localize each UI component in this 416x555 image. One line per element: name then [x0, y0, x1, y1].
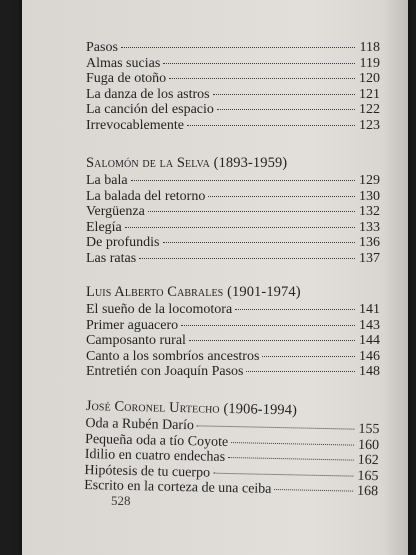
toc-entry: Elegía 133 — [86, 219, 380, 235]
toc-entry: La bala 129 — [86, 173, 380, 188]
toc-entry: La canción del espacio 122 — [86, 102, 380, 117]
toc-entry: Las ratas 137 — [86, 250, 380, 266]
toc-entry: Idilio en cuatro endechas 162 — [84, 446, 379, 468]
table-of-contents — [86, 40, 380, 511]
toc-entry: Almas sucias 119 — [86, 55, 380, 71]
book-page — [22, 0, 408, 555]
toc-entry: Canto a los sombríos ancestros 146 — [86, 348, 380, 364]
toc-entry: Entretién con Joaquín Pasos 148 — [86, 364, 380, 379]
toc-entry: Escrito en la corteza de una ceiba 168 — [84, 477, 379, 499]
toc-entry: Irrevocablemente 123 — [86, 117, 380, 133]
toc-section-luis-alberto-cabrales — [86, 284, 380, 380]
toc-entry: Camposanto rural 144 — [86, 333, 380, 348]
author-heading: Luis Alberto Cabrales (1901-1974) — [86, 284, 301, 300]
toc-entry: El sueño de la locomotora 141 — [86, 302, 380, 317]
toc-entry: De profundis 136 — [86, 235, 380, 250]
author-heading: José Coronel Urtecho (1906-1994) — [85, 397, 298, 418]
toc-entry: Fuga de otoño 120 — [86, 71, 380, 86]
toc-entry: Vergüenza 132 — [86, 204, 380, 219]
toc-section-jose-coronel-urtecho — [84, 398, 380, 500]
toc-entry: Primer aguacero 143 — [86, 317, 380, 333]
toc-entry: La danza de los astros 121 — [86, 86, 380, 102]
toc-entry: Oda a Rubén Darío 155 — [85, 415, 380, 437]
page-number: 528 — [111, 493, 131, 508]
toc-entry: Hipótesis de tu cuerpo 165 — [84, 461, 379, 484]
toc-entry: La balada del retorno 130 — [86, 188, 380, 204]
author-heading: Salomón de la Selva (1893-1959) — [86, 155, 288, 171]
toc-entry: Pasos 118 — [86, 40, 380, 55]
page-edge-shadow — [384, 0, 408, 555]
toc-section-continuation — [86, 40, 380, 133]
toc-entry: Pequeña oda a tío Coyote 160 — [84, 430, 380, 453]
toc-section-salomon-de-la-selva — [86, 155, 380, 266]
